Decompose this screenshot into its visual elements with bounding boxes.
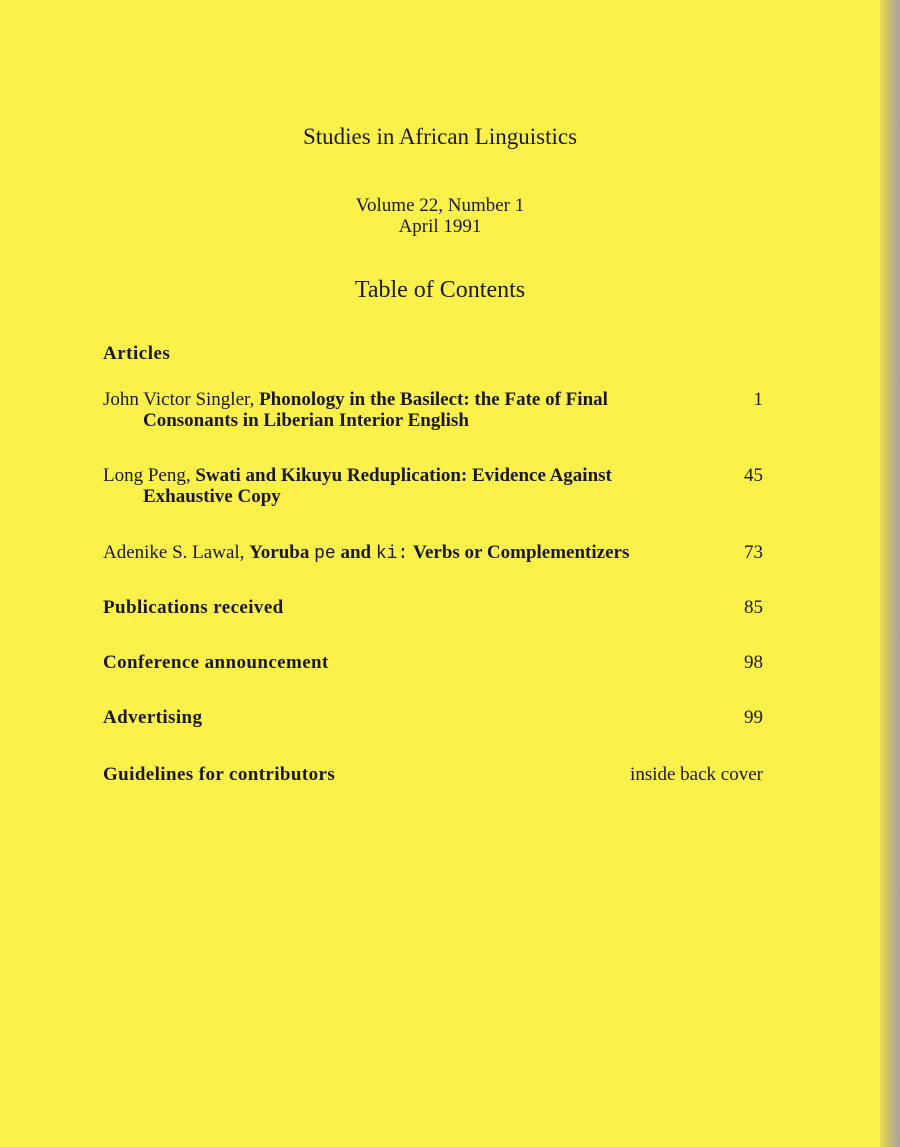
entry-page-number: 1 xyxy=(753,389,763,410)
item-label: Advertising xyxy=(103,707,203,728)
entry-author: Long Peng, xyxy=(103,465,191,486)
entry-title: Swati and Kikuyu Reduplication: Evidence Against xyxy=(195,465,612,486)
toc-entry xyxy=(103,542,763,565)
date-line: April 1991 xyxy=(398,216,482,237)
entry-title-part: Verbs or Complementizers xyxy=(413,542,630,563)
entry-title-continued: Exhaustive Copy xyxy=(143,486,281,507)
item-page-number: 99 xyxy=(744,707,763,728)
item-label: Conference announcement xyxy=(103,652,329,673)
entry-title-continued: Consonants in Liberian Interior English xyxy=(143,410,469,431)
entry-author: Adenike S. Lawal, xyxy=(103,542,245,563)
toc-item xyxy=(103,597,763,618)
journal-title: Studies in African Linguistics xyxy=(302,124,578,149)
toc-entry xyxy=(103,465,763,507)
entry-author: John Victor Singler, xyxy=(103,389,255,410)
entry-text xyxy=(103,465,703,507)
item-label: Guidelines for contributors xyxy=(103,764,336,785)
entry-page-number: 73 xyxy=(744,542,763,563)
entry-title-word: ki: xyxy=(375,544,409,564)
toc-item xyxy=(103,764,763,785)
entry-title-part: and xyxy=(340,542,372,563)
page-edge xyxy=(880,0,900,1147)
item-label: Publications received xyxy=(103,597,284,618)
entry-title-word: pe xyxy=(314,544,336,564)
entry-title-part: Yoruba xyxy=(249,542,310,563)
toc-item xyxy=(103,707,763,728)
entry-title: Phonology in the Basilect: the Fate of Final xyxy=(259,389,608,410)
toc-title: Table of Contents xyxy=(354,277,526,303)
entry-page-number: 45 xyxy=(744,465,763,486)
section-heading-articles: Articles xyxy=(103,343,171,364)
toc-item xyxy=(103,652,763,673)
entry-text xyxy=(103,542,703,565)
item-page-number: inside back cover xyxy=(630,764,763,785)
volume-line: Volume 22, Number 1 xyxy=(355,195,525,216)
item-page-number: 98 xyxy=(744,652,763,673)
item-page-number: 85 xyxy=(744,597,763,618)
issue-info xyxy=(0,195,880,237)
entry-text xyxy=(103,389,703,431)
toc-entry xyxy=(103,389,763,431)
